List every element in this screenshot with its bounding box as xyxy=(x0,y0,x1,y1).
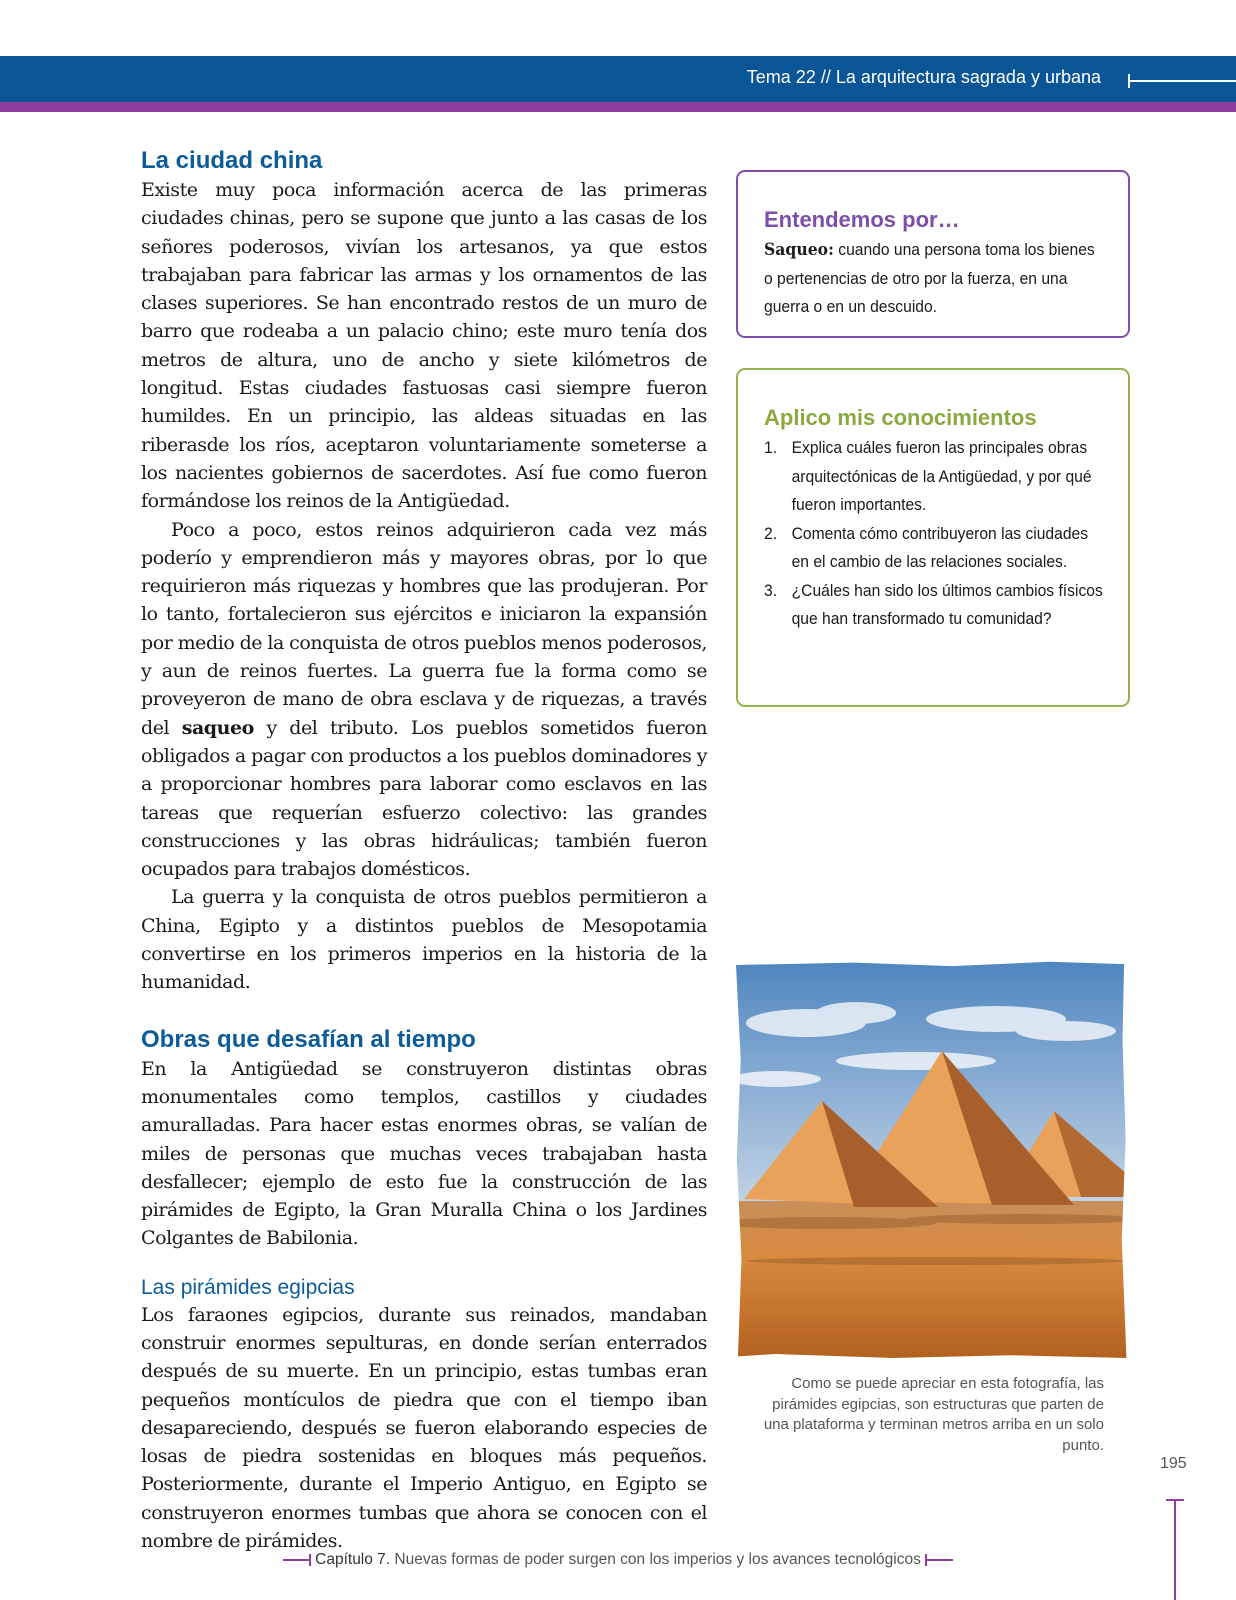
paragraph-text: y del tributo. Los pueblos sometidos fueron obligados a pagar con productos a los pueblos dominadores y a proporcionar hombres para laborar como esclavos en las tareas que requerían esfuerzo colectivo: las grandes construcciones y las obras hidráulicas; también fueron ocupados para trabajos domésticos. xyxy=(141,716,707,881)
activity-item-text: Explica cuáles fueron las principales obras arquitectónicas de la Antigüedad, y por qué fueron importantes. xyxy=(791,438,1092,514)
header-rule-tick xyxy=(1128,74,1130,88)
activity-item-number: 2. xyxy=(764,523,778,543)
paragraph: Existe muy poca información acerca de las primeras ciudades chinas, pero se supone que junto a las casas de los señores poderosos, vivían los artesanos, ya que estos trabajaban para fabricar las armas y los ornamentos de las clases superiores. Se han encontrado restos de un muro de barro que rodeaba a un palacio chino; este muro tenía dos metros de altura, uno de ancho y siete kilómetros de longitud. Estas ciudades fastuosas casi siempre fueron humildes. En un principio, las aldeas situadas en las riberasde los ríos, aceptaron voluntariamente someterse a los nacientes gobiernos de sacerdotes. Así fue como fueron formándose los reinos de la Antigüedad. xyxy=(141,179,707,513)
page-number: 195 xyxy=(1160,1455,1187,1472)
subheading-piramides: Las pirámides egipcias xyxy=(141,1275,355,1299)
margin-rule xyxy=(1174,1500,1176,1600)
pyramids-photo xyxy=(736,961,1128,1358)
paragraph: Los faraones egipcios, durante sus reinados, mandaban construir enormes sepulturas, en donde serían enterrados después de su muerte. En un principio, estas tumbas eran pequeños montículos de piedra que con el tiempo iban desapareciendo, después se fueron elaborando especies de losas de piedra sostenidas en bloques más pequeños. Posteriormente, durante el Imperio Antiguo, en Egipto se construyeron enormes tumbas que ahora se conocen con el nombre de pirámides. xyxy=(141,1303,707,1553)
paragraph: La guerra y la conquista de otros pueblos permitieron a China, Egipto y a distintos pueblos de Mesopotamia convertirse en los primeros imperios en la historia de la humanidad. xyxy=(141,886,707,994)
activity-item-text: Comenta cómo contribuyeron las ciudades en el cambio de las relaciones sociales. xyxy=(791,523,1089,571)
footer xyxy=(0,1551,1236,1569)
definition-box-title: Entendemos por… xyxy=(764,207,960,232)
section-heading-ciudad-china: La ciudad china xyxy=(141,147,323,174)
header-title: Tema 22 // La arquitectura sagrada y urbana xyxy=(746,67,1101,87)
definition-box xyxy=(736,170,1130,338)
photo-caption: Como se puede apreciar en esta fotografía, las pirámides egipcias, son estructuras que parten de una plataforma y terminan metros arriba en un solo punto. xyxy=(763,1375,1104,1454)
definition-term: Saqueo: xyxy=(764,240,834,260)
paragraph-text: Poco a poco, estos reinos adquirieron cada vez más poderío y emprendieron más y mayores obras, por lo que requirieron más riquezas y hombres que las produjeran. Por lo tanto, fortalecieron sus ejércitos e iniciaron la expansión por medio de la conquista de otros pueblos menos poderosos, y aun de reinos fuertes. La guerra fue la forma como se proveyeron de mano de obra esclava y de riquezas, a través del xyxy=(141,518,707,739)
activity-item-number: 1. xyxy=(764,438,778,457)
definition-body: cuando una persona toma los bienes o pertenencias de otro por la fuerza, en una guerra o en un descuido. xyxy=(764,240,1095,316)
footer-rule-right xyxy=(925,1559,953,1561)
header-accent-stripe xyxy=(0,102,1236,112)
activity-box-title: Aplico mis conocimientos xyxy=(764,405,1037,430)
activity-item xyxy=(764,577,1104,634)
footer-rule-left xyxy=(283,1559,311,1561)
header-rule xyxy=(1128,80,1236,82)
paragraph xyxy=(141,516,707,884)
activity-item xyxy=(764,434,1104,520)
activity-item-number: 3. xyxy=(764,580,778,600)
activity-list xyxy=(764,434,1104,634)
activity-box xyxy=(736,368,1130,707)
key-term: saqueo xyxy=(181,716,254,739)
activity-item xyxy=(764,520,1104,577)
pyramids-illustration xyxy=(736,961,1128,1358)
footer-chapter: Capítulo 7. xyxy=(315,1551,391,1568)
paragraph: En la Antigüedad se construyeron distintas obras monumentales como templos, castillos y ciudades amuralladas. Para hacer estas enormes obras, se valían de miles de personas que muchas veces trabajaban hasta desfallecer; ejemplo de esto fue la construcción de las pirámides de Egipto, la Gran Muralla China o los Jardines Colgantes de Babilonia. xyxy=(141,1057,707,1250)
activity-item-text: ¿Cuáles han sido los últimos cambios físicos que han transformado tu comunidad? xyxy=(791,580,1103,628)
definition-text xyxy=(764,236,1106,322)
main-column xyxy=(141,146,707,1555)
section-heading-obras: Obras que desafían al tiempo xyxy=(141,1025,476,1053)
footer-text: Nuevas formas de poder surgen con los imperios y los avances tecnológicos xyxy=(394,1551,921,1568)
